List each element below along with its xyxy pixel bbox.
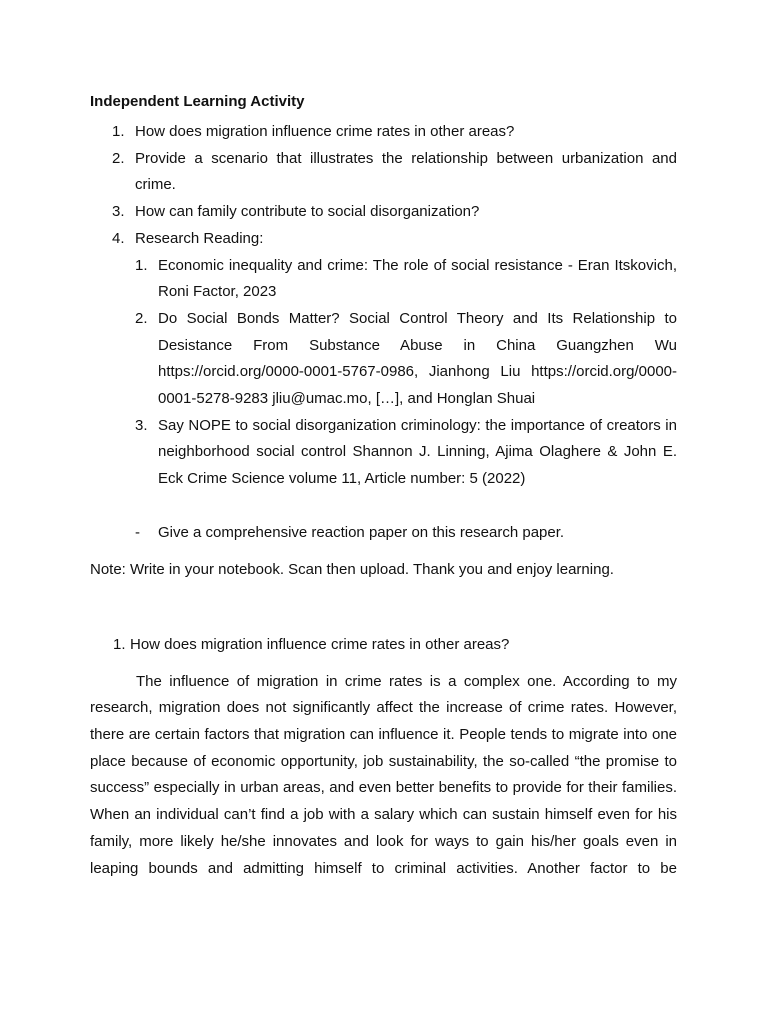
page-title: Independent Learning Activity <box>90 93 305 110</box>
blank-line <box>90 493 677 520</box>
question-number: 1. <box>112 123 125 140</box>
answer-heading-text: How does migration influence crime rates in other areas? <box>130 635 510 653</box>
answer-line: leaping bounds and admitting himself to criminal activities. Another factor to be <box>90 859 677 877</box>
question-list <box>90 119 677 493</box>
reading-number: 2. <box>135 309 148 327</box>
answer-heading-number: 1. <box>113 635 126 653</box>
document-page <box>90 92 677 882</box>
answer-heading <box>90 632 677 659</box>
question-number: 4. <box>112 229 125 247</box>
answer-line: there are certain factors that migration can influence it. People tends to migrate into one <box>90 726 677 744</box>
dash-bullet: - <box>135 523 140 541</box>
question-item-1 <box>90 119 677 146</box>
note-text: Note: Write in your notebook. Scan then upload. Thank you and enjoy learning. <box>90 561 614 579</box>
question-item-4 <box>90 226 677 493</box>
reading-list <box>135 253 677 493</box>
answer-line: When an individual can’t find a job with a salary which can sustain himself even for his <box>90 806 677 824</box>
reading-text: Say NOPE to social disorganization criminology: the importance of creators in neighborhood social control Shannon J. Linning, Ajima Olaghere & John E. Eck Crime Science volume 11, Article number: 5 (2022) <box>158 416 677 488</box>
instruction-text: Give a comprehensive reaction paper on this research paper. <box>158 523 565 541</box>
answer-line: success” especially in urban areas, and even better benefits to provide for their families. <box>90 779 677 797</box>
answer-line: research, migration does not significantly affect the increase of crime rates. However, <box>90 699 677 717</box>
answer-paragraph <box>90 669 677 883</box>
reading-item-2 <box>135 306 677 413</box>
question-text: How can family contribute to social disorganization? <box>135 203 480 221</box>
question-item-3 <box>90 199 677 226</box>
question-number: 3. <box>112 203 125 221</box>
reading-item-3 <box>135 413 677 493</box>
reading-text: Do Social Bonds Matter? Social Control Theory and Its Relationship to Desistance From Substance Abuse in China Guangzhen Wu https://orcid.org/0000-0001-5767-0986, Jianhong Liu https://orcid.org/0000-0001-5278-9283 jliu@umac.mo, […], and Honglan Shuai <box>158 309 677 408</box>
answer-line: place because of economic opportunity, job sustainability, the so-called “the promise to <box>90 752 677 770</box>
answer-line: The influence of migration in crime rates is a complex one. According to my <box>136 672 677 690</box>
answer-line: family, more likely he/she innovates and look for ways to gain his/her goals even in <box>90 832 677 850</box>
question-text: How does migration influence crime rates in other areas? <box>135 123 515 140</box>
instruction-item <box>135 520 677 547</box>
question-text: Provide a scenario that illustrates the relationship between urbanization and crime. <box>135 149 677 194</box>
reading-number: 3. <box>135 416 148 434</box>
reading-item-1 <box>135 253 677 306</box>
question-item-2 <box>90 146 677 199</box>
question-number: 2. <box>112 149 125 167</box>
question-text: Research Reading: <box>135 229 264 247</box>
reading-text: Economic inequality and crime: The role of social resistance - Eran Itskovich, Roni Factor, 2023 <box>158 256 677 301</box>
reading-number: 1. <box>135 256 148 274</box>
